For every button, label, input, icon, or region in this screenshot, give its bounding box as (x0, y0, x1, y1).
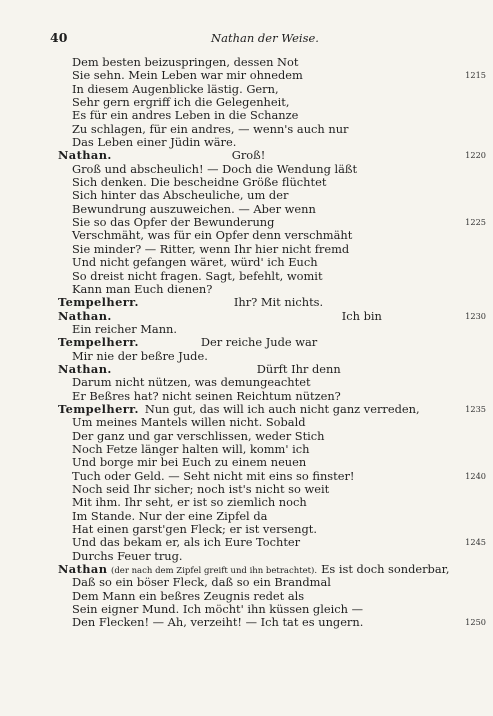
speaker-line (58, 310, 486, 323)
verse-line (58, 270, 486, 283)
verse-line (58, 123, 486, 136)
line-text: Kann man Euch dienen? (72, 281, 213, 296)
line-text: Noch Fetze länger halten will, komm' ich (72, 441, 310, 456)
line-text: Nun gut, das will ich auch nicht ganz verreden, (144, 401, 420, 416)
page-header (50, 30, 480, 48)
verse-line (58, 350, 486, 363)
verse-line (58, 83, 486, 96)
verse-line (58, 536, 486, 549)
verse-line (58, 69, 486, 82)
verse-line (58, 376, 486, 389)
line-text: Es ist doch sonderbar, (321, 562, 450, 577)
verse-line (58, 616, 486, 629)
page-number: 40 (50, 30, 68, 45)
verse-line (58, 523, 486, 536)
line-number: 1250 (465, 617, 486, 628)
verse-line (58, 496, 486, 509)
line-text: Der reiche Jude war (200, 335, 318, 350)
line-text: Im Stande. Nur der eine Zipfel da (72, 508, 268, 523)
verse-text (58, 56, 486, 630)
line-text: In diesem Augenblicke lästig. Gern, (72, 81, 279, 96)
line-text: So dreist nicht fragen. Sagt, befehlt, womit (72, 268, 323, 283)
verse-line (58, 229, 486, 242)
speaker-name: Tempelherr. (58, 335, 139, 350)
line-text: Zu schlagen, für ein andres, — wenn's auch nur (72, 121, 349, 136)
line-text: Sie minder? — Ritter, wenn Ihr hier nicht fremd (72, 241, 350, 256)
line-text: Groß! (231, 148, 266, 163)
verse-line (58, 203, 486, 216)
line-text: Sie sehn. Mein Leben war mir ohnedem (72, 68, 303, 83)
speaker-name: Nathan. (58, 308, 112, 323)
verse-line (58, 590, 486, 603)
line-text: Tuch oder Geld. — Seht nicht mit eins so finster! (72, 468, 355, 483)
line-text: Er Beßres hat? nicht seinen Reichtum nützen? (72, 388, 341, 403)
line-text: Und nicht gefangen wäret, würd' ich Euch (72, 255, 318, 270)
verse-line (58, 390, 486, 403)
running-title: Nathan der Weise. (211, 31, 319, 45)
line-text: Sein eigner Mund. Ich möcht' ihn küssen gleich — (72, 602, 363, 617)
verse-line (58, 96, 486, 109)
line-text: Das Leben einer Jüdin wäre. (72, 135, 237, 150)
stage-direction: (der nach dem Zipfel greift und ihn betrachtet). (111, 566, 318, 577)
line-text: Bewundrung auszuweichen. — Aber wenn (72, 201, 316, 216)
verse-line (58, 256, 486, 269)
speaker-name: Nathan. (58, 361, 112, 376)
line-text: Dem Mann ein beßres Zeugnis redet als (72, 588, 305, 603)
line-number: 1235 (465, 403, 486, 414)
speaker-line (58, 403, 486, 416)
line-text: Daß so ein böser Fleck, daß so ein Brandmal (72, 575, 331, 590)
verse-line (58, 603, 486, 616)
line-text: Durchs Feuer trug. (72, 548, 183, 563)
line-text: Ich bin (341, 308, 382, 323)
line-text: Dem besten beizuspringen, dessen Not (72, 55, 299, 69)
line-text: Verschmäht, was für ein Opfer denn verschmäht (72, 228, 353, 243)
line-text: Dürft Ihr denn (256, 361, 341, 376)
verse-line (58, 216, 486, 229)
verse-line (58, 576, 486, 589)
line-text: Den Flecken! — Ah, verzeiht! — Ich tat es ungern. (72, 615, 364, 630)
line-number: 1230 (465, 310, 486, 321)
line-text: Mit ihm. Ihr seht, er ist so ziemlich noch (72, 495, 307, 510)
line-text: Und borge mir bei Euch zu einem neuen (72, 455, 307, 470)
verse-line (58, 163, 486, 176)
line-number: 1220 (465, 150, 486, 161)
speaker-line (58, 336, 486, 349)
speaker-line (58, 149, 486, 162)
verse-line (58, 56, 486, 69)
speaker-line (58, 363, 486, 376)
verse-line (58, 416, 486, 429)
line-text: Sie so das Opfer der Bewunderung (72, 215, 275, 230)
line-number: 1245 (465, 537, 486, 548)
verse-line (58, 470, 486, 483)
verse-line (58, 243, 486, 256)
line-text: Darum nicht nützen, was demungeachtet (72, 375, 311, 390)
verse-line (58, 510, 486, 523)
speaker-name: Tempelherr. (58, 295, 139, 310)
speaker-name: Tempelherr. (58, 401, 139, 416)
speaker-name: Nathan. (58, 148, 112, 163)
line-text: Sich denken. Die bescheidne Größe flüchtet (72, 175, 327, 190)
line-text: Um meines Mantels willen nicht. Sobald (72, 415, 306, 430)
line-text: Ihr? Mit nichts. (233, 295, 324, 310)
verse-line (58, 483, 486, 496)
line-number: 1240 (465, 470, 486, 481)
verse-line (58, 430, 486, 443)
speaker-line (58, 296, 486, 309)
speaker-name: Nathan (58, 562, 108, 577)
line-text: Noch seid Ihr sicher; noch ist's nicht so weit (72, 482, 330, 496)
line-text: Der ganz und gar verschlissen, weder Stich (72, 428, 325, 443)
line-number: 1215 (465, 70, 486, 81)
verse-line (58, 189, 486, 202)
line-text: Ein reicher Mann. (72, 321, 178, 336)
line-text: Es für ein andres Leben in die Schanze (72, 108, 299, 123)
verse-line (58, 443, 486, 456)
line-text: Sehr gern ergriff ich die Gelegenheit, (72, 95, 290, 110)
verse-line (58, 323, 486, 336)
line-text: Und das bekam er, als ich Eure Tochter (72, 535, 301, 550)
verse-line (58, 136, 486, 149)
verse-line (58, 550, 486, 563)
line-text: Mir nie der beßre Jude. (72, 348, 208, 363)
verse-line (58, 283, 486, 296)
verse-line (58, 176, 486, 189)
line-number: 1225 (465, 217, 486, 228)
verse-line (58, 456, 486, 469)
speaker-line (58, 563, 486, 576)
verse-line (58, 109, 486, 122)
line-text: Sich hinter das Abscheuliche, um der (72, 188, 289, 203)
line-text: Groß und abscheulich! — Doch die Wendung läßt (72, 161, 358, 176)
line-text: Hat einen garst'gen Fleck; er ist versengt. (72, 522, 317, 537)
